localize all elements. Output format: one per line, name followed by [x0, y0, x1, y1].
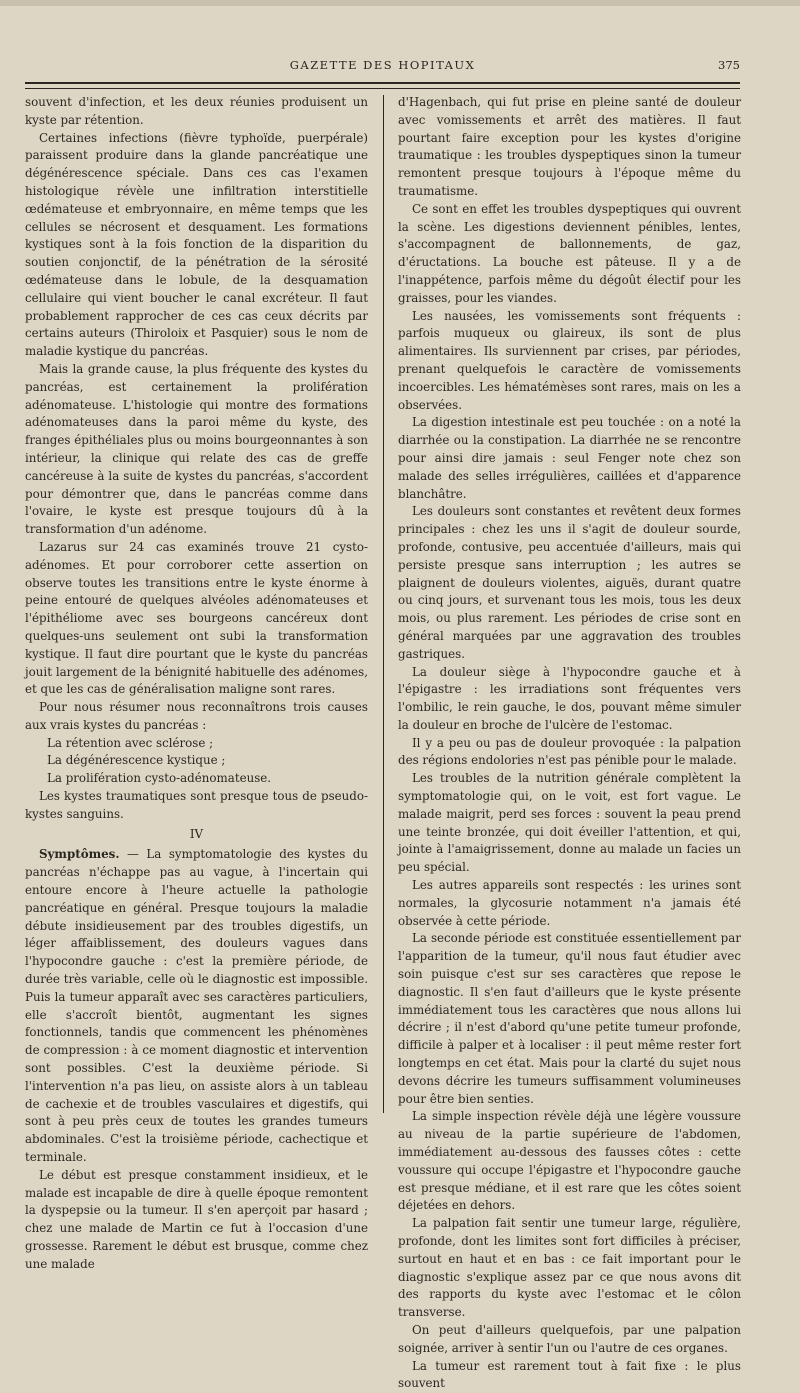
paragraph: La seconde période est constituée essentiellement par l'apparition de la tumeur, qu'il nous faut étudier avec soin puisque c'est sur ses caractères que repose le diagnostic. Il s'en faut d'ailleurs que le kyste présente immédiatement tous les caractères que nous allons lui décrire ; il n'est d'abord qu'une petite tumeur profonde, difficile à palper et à localiser : il peut même rester fort longtemps en cet état. Mais pour la clarté du sujet nous devons décrire les tumeurs suffisamment volumineuses pour être bien senties. — [398, 931, 741, 1106]
list-item: La prolifération cysto-adénomateuse. — [47, 771, 272, 786]
paragraph: Les douleurs sont constantes et revêtent deux formes principales : chez les uns il s'agit de douleur sourde, profonde, contusive, peu accentuée d'ailleurs, mais qui persiste presque sans interruption ; les autres se plaignent de douleurs violentes, aiguës, durant quatre ou cinq jours, et survenant tous les mois, tous les deux mois, ou plus rarement. Les périodes de crise sont en général marquées par une aggravation des troubles gastriques. — [398, 504, 741, 661]
section-heading: IV — [189, 826, 204, 841]
paragraph: La digestion intestinale est peu touchée : on a noté la diarrhée ou la constipation. La diarrhée ne se rencontre pour ainsi dire jamais : seul Fenger note chez son malade des selles irrégulières, caillées et d'apparence blanchâtre. — [398, 415, 741, 501]
column-divider — [383, 95, 384, 1113]
paragraph: Les troubles de la nutrition générale complètent la symptomatologie qui, on le voit, est fort vague. Le malade maigrit, perd ses forces : souvent la peau prend une teinte bronzée, qui doit éveiller l'attention, et qui, jointe à l'amaigrissement, donne au malade un facies un peu spécial. — [398, 771, 741, 875]
right-column — [398, 94, 741, 1393]
paragraph — [25, 846, 368, 1166]
paragraph: Il y a peu ou pas de douleur provoquée : la palpation des régions endolories n'est pas pénible pour le malade. — [398, 735, 741, 768]
journal-title: GAZETTE DES HOPITAUX — [289, 58, 476, 72]
paragraph: Pour nous résumer nous reconnaîtrons trois causes aux vrais kystes du pancréas : — [25, 700, 368, 732]
paragraph-label: Symptômes. — [39, 847, 120, 862]
paragraph: On peut d'ailleurs quelquefois, par une palpation soignée, arriver à sentir l'un ou l'autre de ces organes. — [398, 1322, 741, 1355]
list-item: La dégénérescence kystique ; — [47, 753, 226, 768]
paragraph: La palpation fait sentir une tumeur large, régulière, profonde, dont les limites sont fort difficiles à préciser, surtout en haut et en bas : ce fait important pour le diagnostic s'explique assez par ce que nous avons dit des rapports du kyste avec l'estomac et le côlon transverse. — [398, 1216, 741, 1320]
paragraph: Les autres appareils sont respectés : les urines sont normales, la glycosurie notamment n'a jamais été observée à cette période. — [398, 878, 741, 928]
paragraph: Certaines infections (fièvre typhoïde, puerpérale) paraissent produire dans la glande pancréatique une dégénérescence spéciale. Dans ces cas l'examen histologique révèle une infiltration interstitielle œdémateuse et embryonnaire, en même temps que les cellules se nécrosent et desquament. Les formations kystiques sont à la fois fonction de la disparition du soutien conjonctif, de la pénétration de la sérosité œdémateuse dans le lobule, de la desquamation cellulaire qui vient boucher le canal excréteur. Il faut probablement rapprocher de ces cas ceux décrits par certains auteurs (Thiroloix et Pasquier) sous le nom de maladie kystique du pancréas. — [25, 130, 368, 359]
running-header — [25, 58, 740, 80]
paragraph: Le début est presque constamment insidieux, et le malade est incapable de dire à quelle époque remontent la dyspepsie ou la tumeur. Il s'en aperçoit par hasard ; chez une malade de Martin ce fut à l'occasion d'une grossesse. Rarement le début est brusque, comme chez une malade — [25, 1167, 368, 1271]
paragraph: souvent d'infection, et les deux réunies produisent un kyste par rétention. — [25, 95, 368, 127]
paragraph: La simple inspection révèle déjà une légère voussure au niveau de la partie supérieure de l'abdomen, immédiatement au-dessous des fausses côtes : cette voussure qui occupe l'épigastre et l'hypocondre gauche est presque médiane, et il est rare que les côtes soient déjetées en dehors. — [398, 1109, 741, 1213]
paragraph: La tumeur est rarement tout à fait fixe : le plus souvent — [398, 1358, 741, 1391]
paragraph: La douleur siège à l'hypocondre gauche et à l'épigastre : les irradiations sont fréquentes vers l'ombilic, le rein gauche, le dos, pouvant même simuler la douleur en broche de l'ulcère de l'estomac. — [398, 664, 741, 732]
header-rule-thick — [25, 82, 740, 84]
page-number: 375 — [718, 58, 740, 72]
left-column — [25, 94, 368, 1274]
header-rule-thin — [25, 88, 740, 89]
list-item: La rétention avec sclérose ; — [47, 735, 214, 750]
paragraph: Lazarus sur 24 cas examinés trouve 21 cysto-adénomes. Et pour corroborer cette assertion on observe toutes les transitions entre le kyste énorme à peine entouré de quelques alvéoles adénomateuses et l'épithéliome avec ses bourgeons cancéreux dont quelques-uns seulement ont subi la transformation kystique. Il faut dire pourtant que le kyste du pancréas jouit largement de la bénignité habituelle des adénomes, et que les cas de généralisation maligne sont rares. — [25, 539, 368, 697]
page-top-edge — [0, 0, 800, 6]
paragraph: Les nausées, les vomissements sont fréquents : parfois muqueux ou glaireux, ils sont de plus alimentaires. Ils surviennent par crises, par périodes, prenant quelquefois le caractère de vomissements incoercibles. Les hématémèses sont rares, mais on les a observées. — [398, 308, 741, 412]
paragraph: Ce sont en effet les troubles dyspeptiques qui ouvrent la scène. Les digestions deviennent pénibles, lentes, s'accompagnent de ballonnements, de gaz, d'éructations. La bouche est pâteuse. Il y a de l'inappétence, parfois même du dégoût électif pour les graisses, pour les viandes. — [398, 201, 741, 305]
paragraph: Les kystes traumatiques sont presque tous de pseudo-kystes sanguins. — [25, 789, 368, 821]
paragraph: d'Hagenbach, qui fut prise en pleine santé de douleur avec vomissements et arrêt des matières. Il faut pourtant faire exception pour les kystes d'origine traumatique : les troubles dyspeptiques sinon la tumeur remontent presque toujours à l'époque même du traumatisme. — [398, 95, 741, 198]
paragraph: Mais la grande cause, la plus fréquente des kystes du pancréas, est certainement la prolifération adénomateuse. L'histologie qui montre des formations adénomateuses dans la paroi même du kyste, des franges épithéliales plus ou moins bourgeonnantes à son intérieur, la clinique qui relate des cas de greffe cancéreuse à la suite de kystes du pancréas, s'accordent pour démontrer que, dans le pancréas comme dans l'ovaire, le kyste est presque toujours dû à la transformation d'un adénome. — [25, 361, 368, 537]
paragraph-text: — La symptomatologie des kystes du pancréas n'échappe pas au vague, à l'incertain qui entoure encore à l'heure actuelle la pathologie pancréatique en général. Presque toujours la maladie débute insidieusement par des troubles digestifs, un léger affaiblissement, des douleurs vagues dans l'hypocondre gauche : c'est la première période, de durée très variable, celle où le diagnostic est impossible. Puis la tumeur apparaît avec ses caractères particuliers, elle s'accroît bientôt, augmentant les signes fonctionnels, tandis que commencent les phénomènes de compression : à ce moment diagnostic et intervention sont possibles. C'est la deuxième période. Si l'intervention n'a pas lieu, on assiste alors à un tableau de cachexie et de troubles vasculaires et digestifs, qui sont à peu près ceux de toutes les grandes tumeurs abdominales. C'est la troisième période, cachectique et terminale. — [25, 847, 368, 1165]
